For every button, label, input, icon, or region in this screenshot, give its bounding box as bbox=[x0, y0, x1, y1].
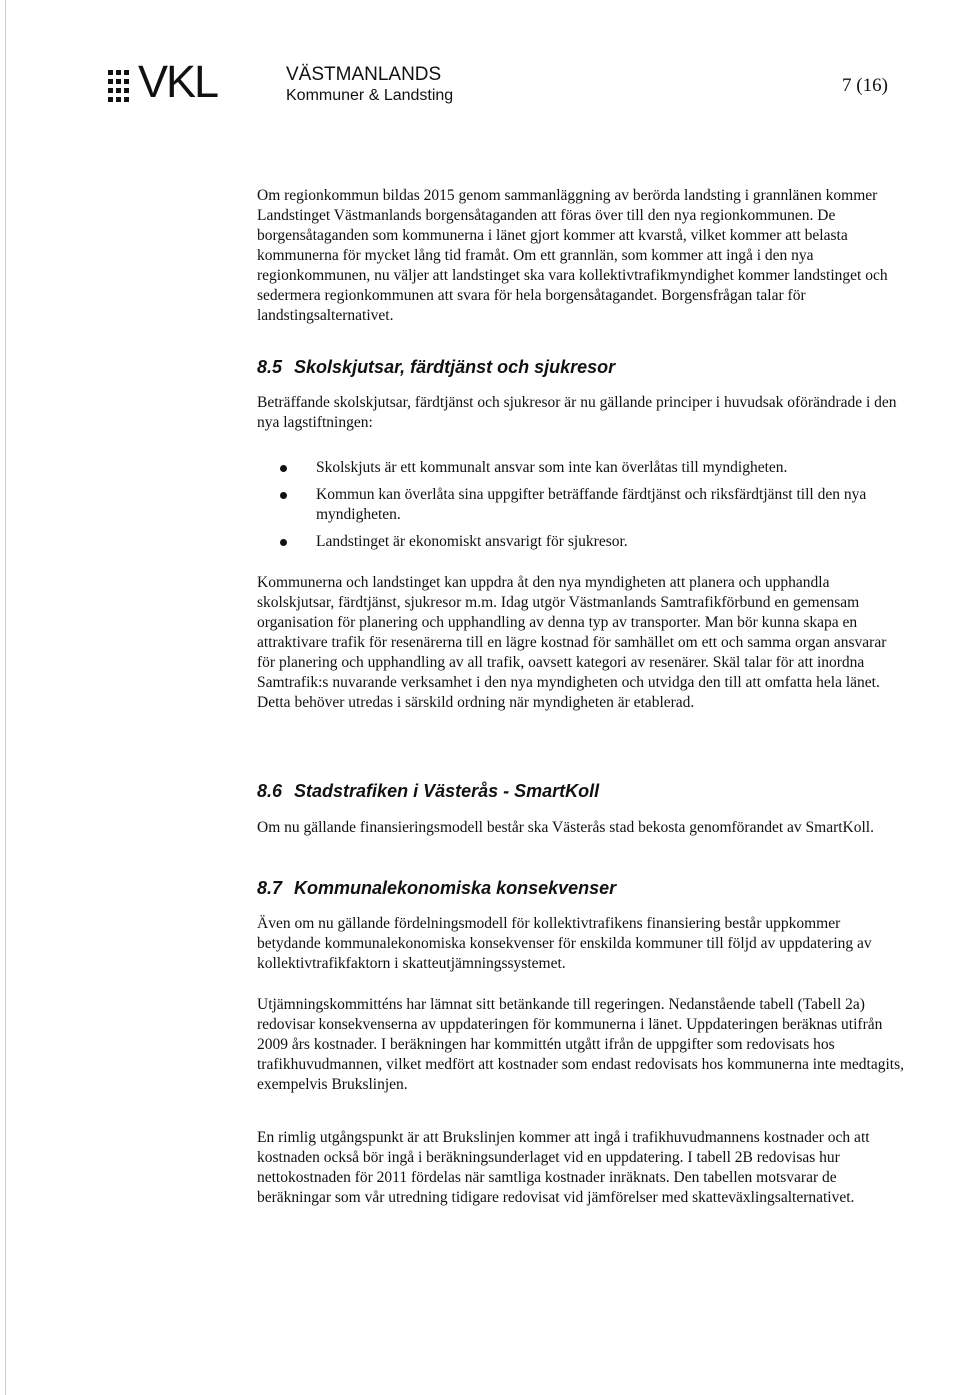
paragraph-brukslinjen: En rimlig utgångspunkt är att Brukslinjen kommer att ingå i trafikhuvudmannens kostnader och att kostnaden också bör ingå i beräkningsunderlaget vid en uppdatering. I tabell 2B redovisas hur nettokostnaden för 2011 fördelas när samtliga kostnader inräknats. Den tabellen motsvarar de beräkningar som vår utredning tidigare redovisat vid jämförelser med skatteväxlingsalternativet. bbox=[257, 1129, 870, 1206]
logo-org-line1: VÄSTMANLANDS bbox=[286, 64, 442, 85]
bullet-list bbox=[272, 458, 902, 559]
logo-organisation-name bbox=[286, 65, 453, 106]
logo-org-line2: Kommuner & Landsting bbox=[286, 87, 454, 104]
list-item bbox=[272, 485, 902, 525]
list-item-text: Kommun kan överlåta sina uppgifter beträffande färdtjänst och riksfärdtjänst till den nya myndigheten. bbox=[316, 486, 867, 523]
section-number: 8.6 bbox=[257, 781, 283, 801]
paragraph-fordelningsmodell: Även om nu gällande fördelningsmodell för kollektivtrafikens finansiering består uppkommer betydande kommunalekonomiska konsekvenser för enskilda kommuner till följd av uppdatering av kollektivtrafikfaktorn i skatteutjämningssystemet. bbox=[257, 915, 872, 972]
bullet-icon bbox=[280, 465, 287, 472]
section-number: 8.5 bbox=[257, 357, 283, 377]
paragraph-kommunerna-landstinget: Kommunerna och landstinget kan uppdra åt den nya myndigheten att planera och upphandla skolskjutsar, färdtjänst, sjukresor m.m. Idag utgör Västmanlands Samtrafikförbund en gemensam organisation för planering och upphandling av denna typ av transporter. Man bör kunna skapa en attraktivare trafik för resenärerna till en lägre kostnad för samhället om ett och samma organ ansvarar för planering och upphandling av all trafik, oavsett kategori av resenärer. Skäl talar för att inordna Samtrafik:s nuvarande verksamhet i den nya myndigheten och utvidga den till att omfatta hela länet. Detta behöver utredas i särskild ordning när myndigheten är etablerad. bbox=[257, 574, 887, 711]
logo-wordmark: VKL bbox=[138, 56, 218, 107]
list-item-text: Landstinget är ekonomiskt ansvarigt för sjukresor. bbox=[316, 533, 628, 550]
section-heading-8-7 bbox=[257, 878, 616, 899]
bullet-icon bbox=[280, 539, 287, 546]
paragraph-smartkoll: Om nu gällande finansieringsmodell består ska Västerås stad bekosta genomförandet av SmartKoll. bbox=[257, 819, 874, 836]
paragraph-borgen: Om regionkommun bildas 2015 genom sammanläggning av berörda landsting i grannlänen kommer Landstinget Västmanlands borgensåtaganden att föras över till den nya regionkommunen. De borgensåtaganden som kommunerna i länet gjort kommer att kvarstå, vilket kommer att belasta kommunerna för mycket lång tid framåt. Om ett grannlän, som kommer att ingå i den nya regionkommunen, nu väljer att landstinget ska vara kollektivtrafikmyndighet kommer landstinget och sedermera regionkommunen att svara för hela borgensåtagandet. Borgensfrågan talar för landstingsalternativet. bbox=[257, 187, 888, 324]
list-item bbox=[272, 532, 902, 552]
section-title: Stadstrafiken i Västerås - SmartKoll bbox=[294, 781, 600, 801]
scan-edge-line bbox=[5, 0, 6, 1395]
section-heading-8-6 bbox=[257, 781, 599, 802]
section-heading-8-5 bbox=[257, 357, 615, 378]
section-title: Skolskjutsar, färdtjänst och sjukresor bbox=[294, 357, 616, 377]
bullet-icon bbox=[280, 492, 287, 499]
paragraph-utjamningskommitten: Utjämningskommitténs har lämnat sitt betänkande till regeringen. Nedanstående tabell (Tabell 2a) redovisar konsekvenserna av uppdateringen för kommunerna i länet. Uppdateringen beräknas utifrån 2009 års kostnader. I beräkningen har kommittén utgått ifrån de uppgifter som redovisats hos trafikhuvudmannen, vilket medfört att kostnader som endast redovisats hos kommunerna inte medtagits, exempelvis Brukslinjen. bbox=[257, 996, 904, 1093]
page-number: 7 (16) bbox=[842, 75, 888, 96]
list-item bbox=[272, 458, 902, 478]
logo-dot-grid-icon bbox=[108, 66, 138, 102]
paragraph-skolskjutsar-intro: Beträffande skolskjutsar, färdtjänst och sjukresor är nu gällande principer i huvudsak oförändrade i den nya lagstiftningen: bbox=[257, 394, 897, 431]
section-title: Kommunalekonomiska konsekvenser bbox=[294, 878, 617, 898]
section-number: 8.7 bbox=[257, 878, 283, 898]
list-item-text: Skolskjuts är ett kommunalt ansvar som inte kan överlåtas till myndigheten. bbox=[316, 459, 788, 476]
